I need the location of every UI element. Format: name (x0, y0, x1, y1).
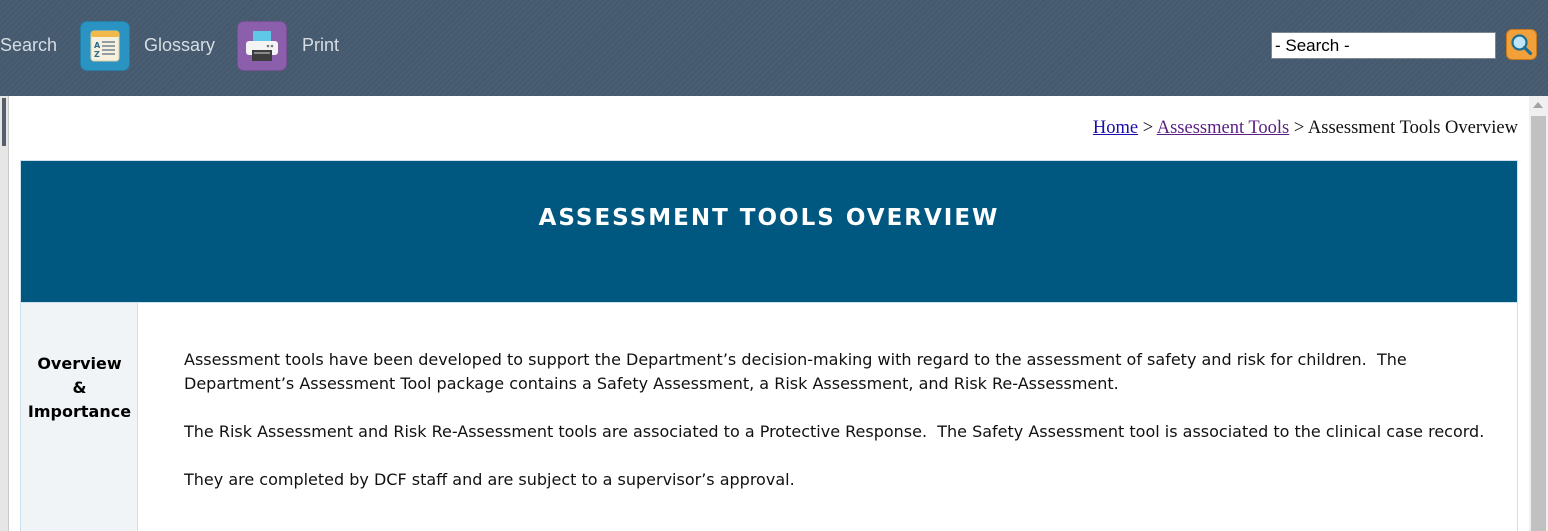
svg-text:Z: Z (94, 50, 100, 59)
section-paragraph: The Risk Assessment and Risk Re-Assessment tools are associated to a Protective Response. The Safety Assessment tool is associated to the clinical case record. (184, 422, 1485, 441)
overview-section (20, 303, 1518, 531)
left-edge-marker (2, 98, 6, 146)
section-paragraph: Assessment tools have been developed to support the Department’s decision-making with regard to the assessment of safety and risk for children. The Department’s Assessment Tool package contains a Safety Assessment, a Risk Assessment, and Risk Re-Assessment. (184, 350, 1412, 393)
search-input[interactable] (1271, 32, 1496, 59)
svg-text:A: A (94, 41, 101, 50)
top-toolbar (0, 0, 1548, 96)
section-label-line: Overview (37, 354, 122, 373)
section-body (184, 348, 1504, 516)
breadcrumb-assessment-tools-link[interactable]: Assessment Tools (1156, 118, 1290, 138)
scrollbar-thumb[interactable] (1531, 116, 1546, 531)
breadcrumb-current: Assessment Tools Overview (1307, 118, 1518, 138)
page-title-banner (20, 160, 1518, 303)
glossary-link[interactable]: Glossary (144, 35, 216, 55)
section-label-cell (21, 303, 138, 531)
breadcrumb-separator: > (1138, 118, 1157, 138)
section-paragraph: They are completed by DCF staff and are subject to a supervisor’s approval. (184, 470, 795, 489)
breadcrumb-home-link[interactable]: Home (1092, 118, 1139, 138)
glossary-icon[interactable] (80, 21, 130, 71)
breadcrumb (1093, 118, 1518, 139)
section-label-line: & (72, 378, 87, 397)
printer-icon[interactable] (237, 21, 287, 71)
print-link[interactable]: Print (302, 35, 340, 55)
breadcrumb-separator: > (1289, 118, 1308, 138)
search-button[interactable] (1506, 29, 1537, 60)
search-link[interactable]: Search (0, 35, 58, 55)
section-label-line: Importance (27, 402, 132, 421)
page-title: ASSESSMENT TOOLS OVERVIEW (538, 205, 1000, 231)
vertical-scrollbar[interactable] (1529, 96, 1548, 531)
section-label (21, 352, 138, 424)
magnifier-icon (1507, 30, 1536, 59)
left-edge-strip (0, 96, 9, 531)
scroll-up-arrow-icon[interactable] (1533, 102, 1543, 108)
